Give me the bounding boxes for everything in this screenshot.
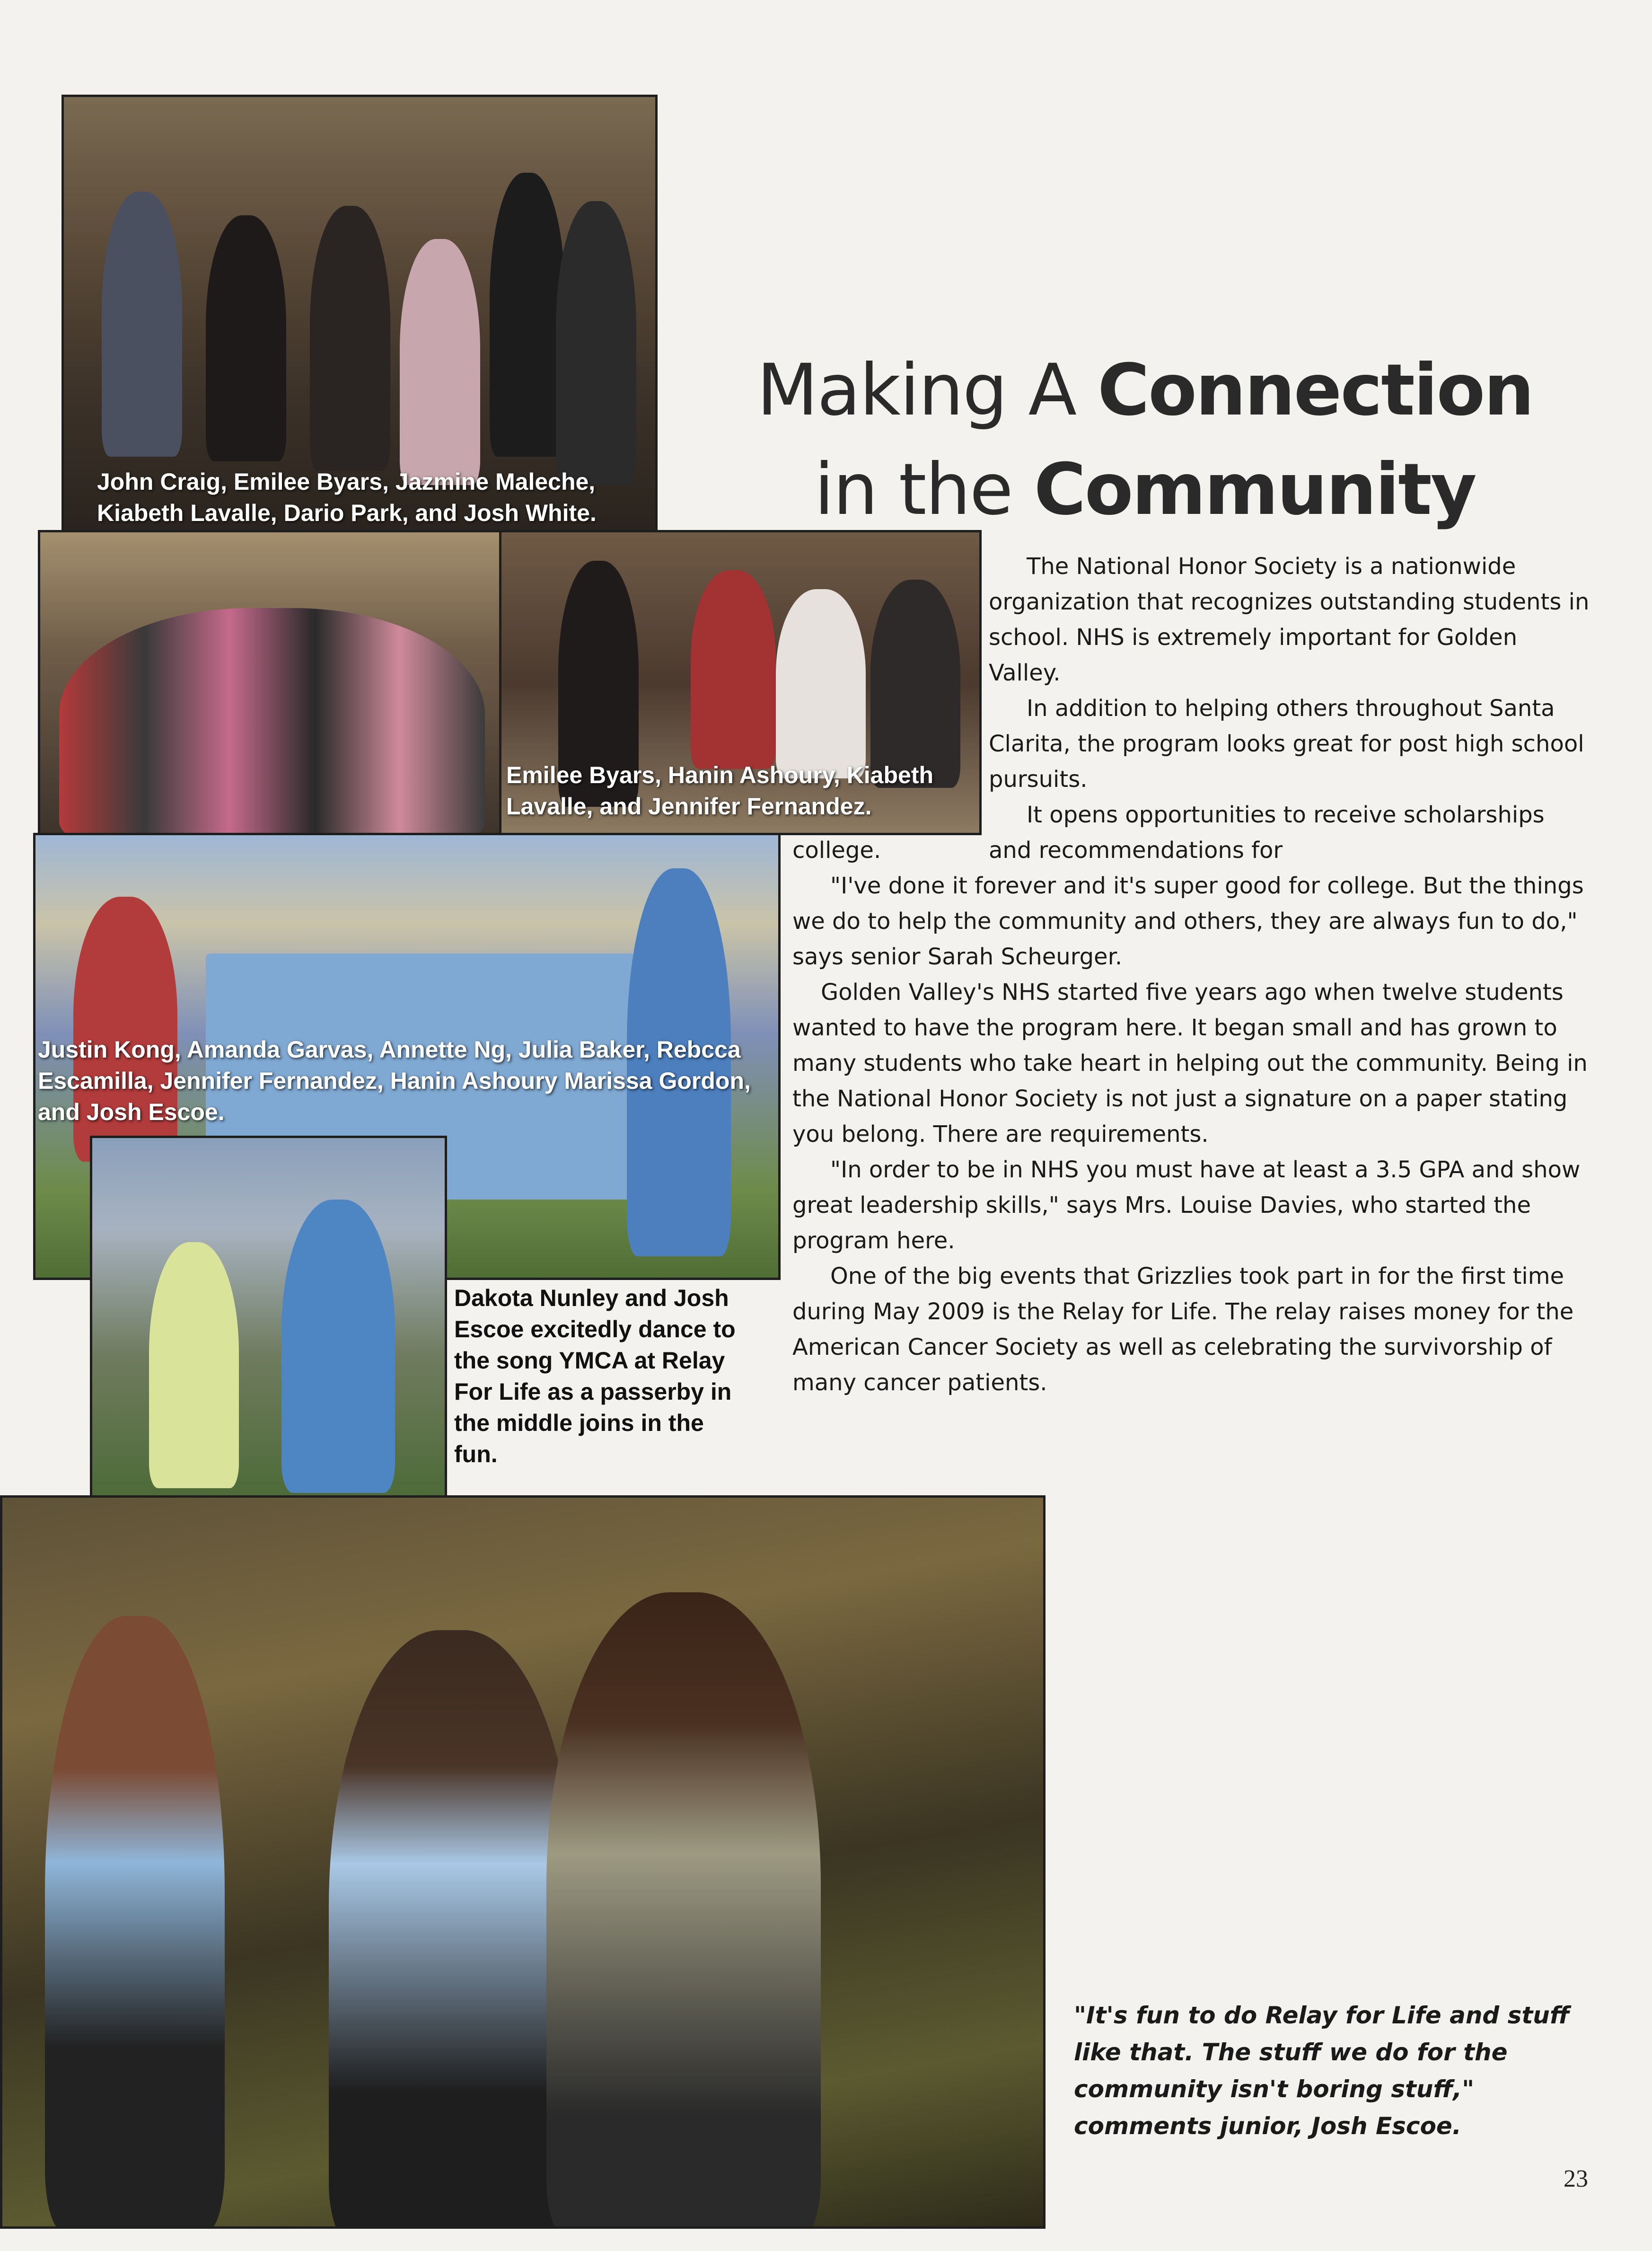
photo-figure [556, 201, 636, 485]
page-number: 23 [1564, 2165, 1588, 2192]
title-line1-light: Making A [756, 349, 1098, 432]
photo-figure [400, 239, 480, 485]
article-paragraph: college. [792, 837, 881, 864]
photo4-caption: Justin Kong, Amanda Garvas, Annette Ng, Julia Baker, Rebcca Escamilla, Jennifer Fernandez, Hanin Ashoury Marissa Gordon, and Josh Escoe. [38, 1036, 751, 1125]
photo-figure [149, 1242, 239, 1488]
photo-figure [102, 192, 182, 457]
photo5-caption: Dakota Nunley and Josh Escoe excitedly dance to the song YMCA at Relay For Life as a passerby in the middle joins in the fun. [454, 1285, 736, 1467]
photo-figure [59, 608, 485, 835]
photo-library-group [62, 95, 658, 532]
photo-cleanup-girls [0, 1495, 1046, 2229]
article-column-main [792, 833, 1592, 1401]
title-line2-bold: Community [1034, 449, 1476, 531]
background-ghost-heading [672, 80, 1618, 251]
article-paragraph: Golden Valley's NHS started five years ago when twelve students wanted to have the program here. It began small and has grown to many students who take heart in helping out the community. Being in the National Honor Society is not just a signature on a paper stating you belong. There are requirements. [792, 979, 1588, 1148]
photo-figure [490, 173, 565, 457]
pull-quote: "It's fun to do Relay for Life and stuff like that. The stuff we do for the community isn't boring stuff," comments junior, Josh Escoe. [1074, 2002, 1570, 2140]
photo-figure [776, 589, 866, 778]
photo1-caption: John Craig, Emilee Byars, Jazmine Maleche, Kiabeth Lavalle, Dario Park, and Josh White. [97, 468, 597, 526]
page-title [738, 341, 1552, 539]
photo-ymca-dance [90, 1136, 447, 1502]
photo-group-portrait [38, 530, 511, 835]
photo-figure [329, 1630, 575, 2229]
photo-figure [206, 215, 286, 461]
article-paragraph: "In order to be in NHS you must have at least a 3.5 GPA and show great leadership skills," says Mrs. Louise Davies, who started the program here. [792, 1156, 1581, 1254]
article-column-top [989, 549, 1590, 868]
title-line1-bold: Connection [1097, 349, 1533, 432]
article-paragraph: One of the big events that Grizzlies took part in for the first time during May 2009 is the Relay for Life. The relay raises money for the American Cancer Society as well as celebrating the survivorship of many cancer patients. [792, 1263, 1574, 1396]
article-paragraph: The National Honor Society is a nationwide organization that recognizes outstanding students in school. NHS is extremely important for Golden Valley. [989, 553, 1590, 686]
photo-students-signing [499, 530, 982, 835]
photo-figure [281, 1200, 395, 1493]
article-paragraph: In addition to helping others throughout Santa Clarita, the program looks great for post high school pursuits. [989, 695, 1584, 793]
title-line2-light: in the [814, 449, 1034, 531]
photo-figure [691, 570, 776, 769]
photo3-caption: Emilee Byars, Hanin Ashoury, Kiabeth Lavalle, and Jennifer Fernandez. [506, 762, 934, 820]
photo-figure [310, 206, 390, 471]
photo-figure [546, 1592, 821, 2229]
article-paragraph: It opens opportunities to receive scholarships and recommendations for [989, 802, 1545, 864]
photo-figure [45, 1616, 225, 2229]
photo-figure [870, 580, 960, 788]
article-paragraph: "I've done it forever and it's super good for college. But the things we do to help the community and others, they are always fun to do," says senior Sarah Scheurger. [792, 873, 1584, 970]
